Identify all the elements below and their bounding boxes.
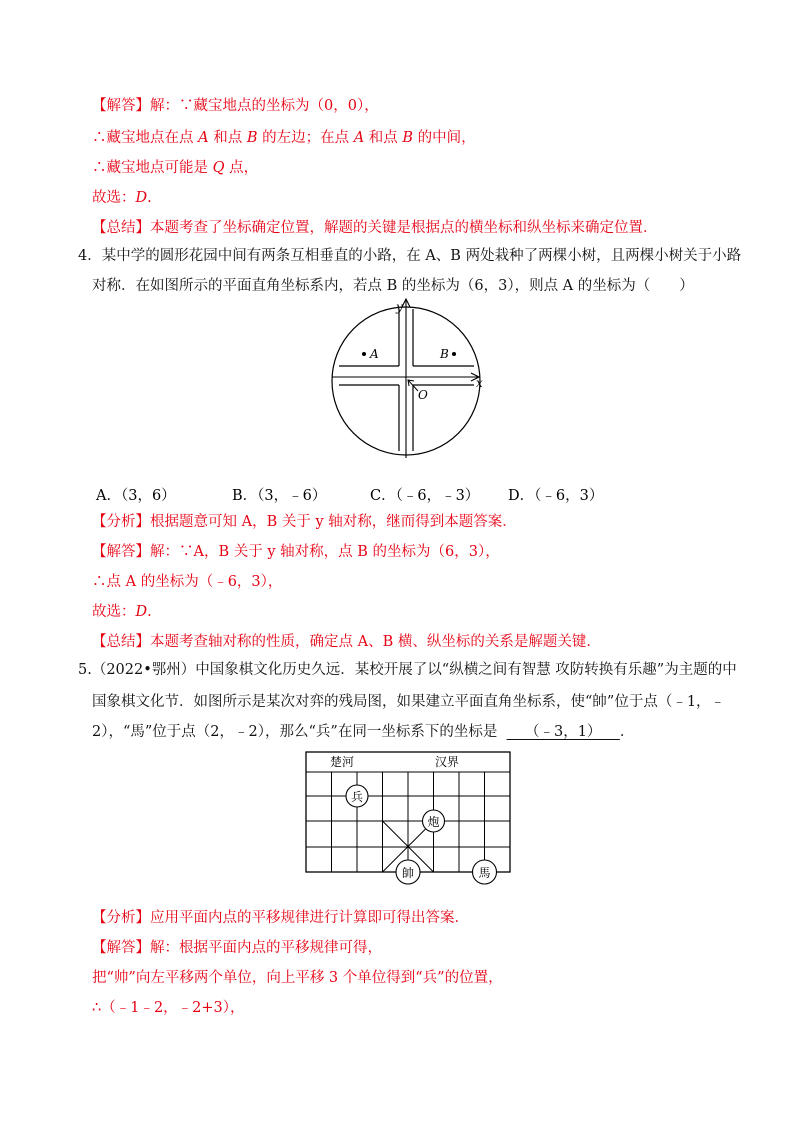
point-b xyxy=(452,352,456,356)
svg-text:帥: 帥 xyxy=(401,866,415,880)
q4-therefore: ∴点 A 的坐标为（﹣6，3）， xyxy=(92,574,283,590)
solution-line-1: 【解答】解：∵藏宝地点的坐标为（0，0）， xyxy=(92,98,379,114)
origin-label: O xyxy=(418,388,428,402)
point-a-label: A xyxy=(370,347,379,361)
q4-analysis: 【分析】根据题意可知 A，B 关于 y 轴对称，继而得到本题答案． xyxy=(92,514,517,530)
summary-line: 【总结】本题考查了坐标确定位置，解题的关键是根据点的横坐标和纵坐标来确定位置． xyxy=(92,220,658,236)
piece-ma xyxy=(473,860,497,884)
svg-text:馬: 馬 xyxy=(478,866,491,880)
q4-solution: 【解答】解：∵A，B 关于 y 轴对称，点 B 的坐标为（6，3）， xyxy=(92,544,500,560)
solution-line-3: ∴藏宝地点可能是 Q 点， xyxy=(92,160,259,176)
chess-board-figure xyxy=(300,748,516,890)
q5-result: ∴（﹣1﹣2，﹣2+3）， xyxy=(92,1000,245,1016)
q4-option-a: A．（3，6） xyxy=(96,488,176,504)
q4-stem-line-1: 4．某中学的圆形花园中间有两条互相垂直的小路，在 A、B 两处栽种了两棵小树，且两棵小树关于小路 xyxy=(78,248,742,264)
river-right-label: 汉界 xyxy=(435,755,460,769)
q5-answer-blank: （﹣3，1） xyxy=(524,724,602,740)
q4-option-b: B．（3，﹣6） xyxy=(232,488,327,504)
svg-text:兵: 兵 xyxy=(350,790,364,804)
q4-circle-figure xyxy=(330,298,500,460)
q5-stem-line-2: 国象棋文化节．如图所示是某次对弈的残局图，如果建立平面直角坐标系，使“帥”位于点（﹣1，﹣ xyxy=(92,694,726,710)
choice-line: 故选：D. xyxy=(92,190,152,206)
q4-option-d: D．（﹣6，3） xyxy=(508,488,604,504)
q5-step: 把“帅”向左平移两个单位，向上平移 3 个单位得到“兵”的位置， xyxy=(92,970,503,986)
svg-text:炮: 炮 xyxy=(427,815,440,829)
q4-summary: 【总结】本题考查轴对称的性质，确定点 A、B 横、纵坐标的关系是解题关键． xyxy=(92,634,601,650)
piece-pao xyxy=(423,810,445,832)
q4-stem-line-2: 对称．在如图所示的平面直角坐标系内，若点 B 的坐标为（6，3），则点 A 的坐标为（ ） xyxy=(92,278,694,294)
point-b-label: B xyxy=(440,347,449,361)
q5-stem-line-1: 5.（2022•鄂州）中国象棋文化历史久远．某校开展了以“纵横之间有智慧 攻防转换有乐趣”为主题的中 xyxy=(78,662,737,678)
x-label: x xyxy=(476,376,483,390)
q4-choice: 故选：D. xyxy=(92,604,152,620)
piece-bing xyxy=(346,785,368,807)
y-label: y xyxy=(396,300,403,314)
q5-solution: 【解答】解：根据平面内点的平移规律可得， xyxy=(92,940,382,956)
point-a xyxy=(362,352,366,356)
river-left-label: 楚河 xyxy=(330,755,355,769)
q5-stem-line-3: 2），“馬”位于点（2，﹣2），那么“兵”在同一坐标系下的坐标是 （﹣3，1） ． xyxy=(92,724,635,740)
solution-line-2: ∴藏宝地点在点 A 和点 B 的左边；在点 A 和点 B 的中间， xyxy=(92,130,476,146)
q4-option-c: C．（﹣6，﹣3） xyxy=(370,488,480,504)
q5-analysis: 【分析】应用平面内点的平移规律进行计算即可得出答案． xyxy=(92,910,469,926)
piece-shuai xyxy=(396,860,420,884)
